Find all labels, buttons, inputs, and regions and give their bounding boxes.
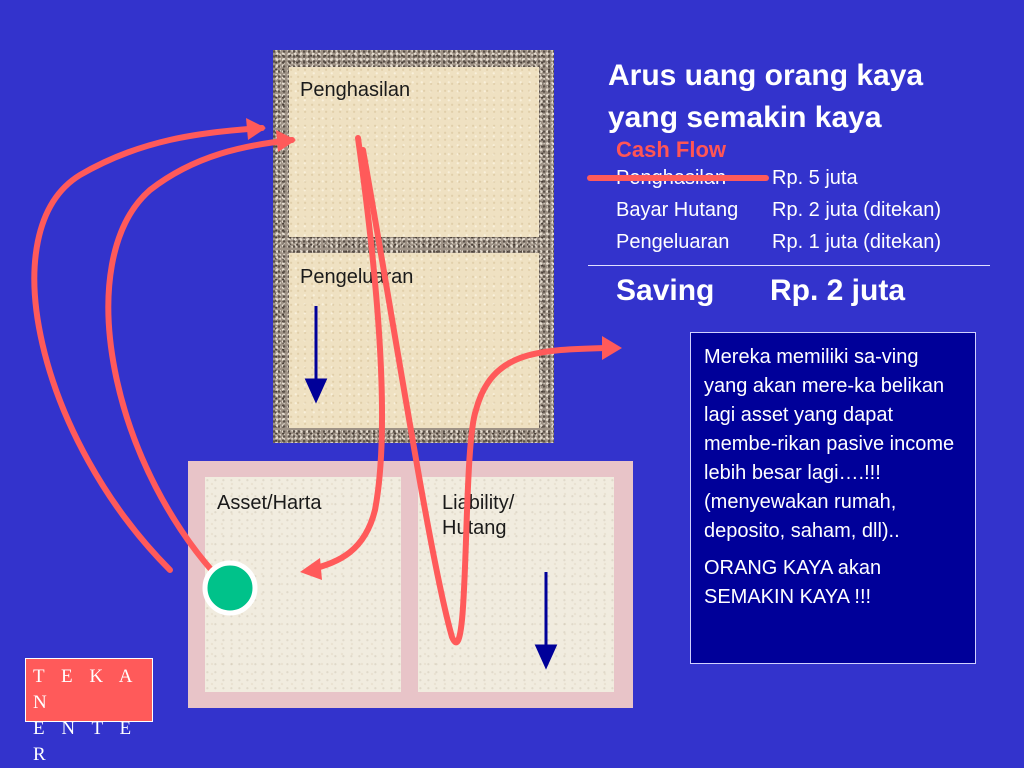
asset-label: Asset/Harta <box>217 492 322 514</box>
cashflow-row-value: Rp. 1 juta (ditekan) <box>772 231 941 253</box>
cashflow-row-label: Penghasilan <box>616 167 727 189</box>
explanation-text: Mereka memiliki sa-ving yang akan mere-ka belikan lagi asset yang dapat membe-rikan pasive income lebih besar lagi….!!! (menyewakan rumah, deposito, saham, dll).. <box>704 346 955 542</box>
saving-label: Saving <box>616 274 715 307</box>
arrowhead-saving <box>602 336 622 360</box>
conclusion-text: ORANG KAYA akan SEMAKIN KAYA !!! <box>704 557 882 608</box>
liability-down-arrow-head <box>537 646 555 666</box>
title-line-2: yang semakin kaya <box>608 101 882 134</box>
cashflow-row-value: Rp. 2 juta (ditekan) <box>772 199 941 221</box>
saving-value: Rp. 2 juta <box>770 274 906 307</box>
enter-button-line-1: T E K A N <box>33 666 138 713</box>
title-line-1: Arus uang orang kaya <box>608 59 924 92</box>
income-label: Penghasilan <box>300 79 411 101</box>
cashflow-row-label: Bayar Hutang <box>616 199 739 221</box>
arrowhead-outer <box>246 118 266 140</box>
liability-label: Liability/ Hutang <box>442 492 515 539</box>
cashflow-heading: Cash Flow <box>616 137 727 162</box>
cashflow-row-value: Rp. 5 juta <box>772 167 858 189</box>
expense-label: Pengeluaran <box>300 266 414 288</box>
arrowhead-asset <box>300 558 322 580</box>
income-to-liability-to-saving-arrow <box>363 150 606 642</box>
asset-dot <box>205 563 255 613</box>
enter-button-line-2: E N T E R <box>33 718 138 765</box>
asset-to-income-arrow-inner <box>108 140 292 590</box>
expense-down-arrow-head <box>307 380 325 400</box>
arrowhead-inner <box>276 130 296 152</box>
cashflow-row-label: Pengeluaran <box>616 231 730 253</box>
